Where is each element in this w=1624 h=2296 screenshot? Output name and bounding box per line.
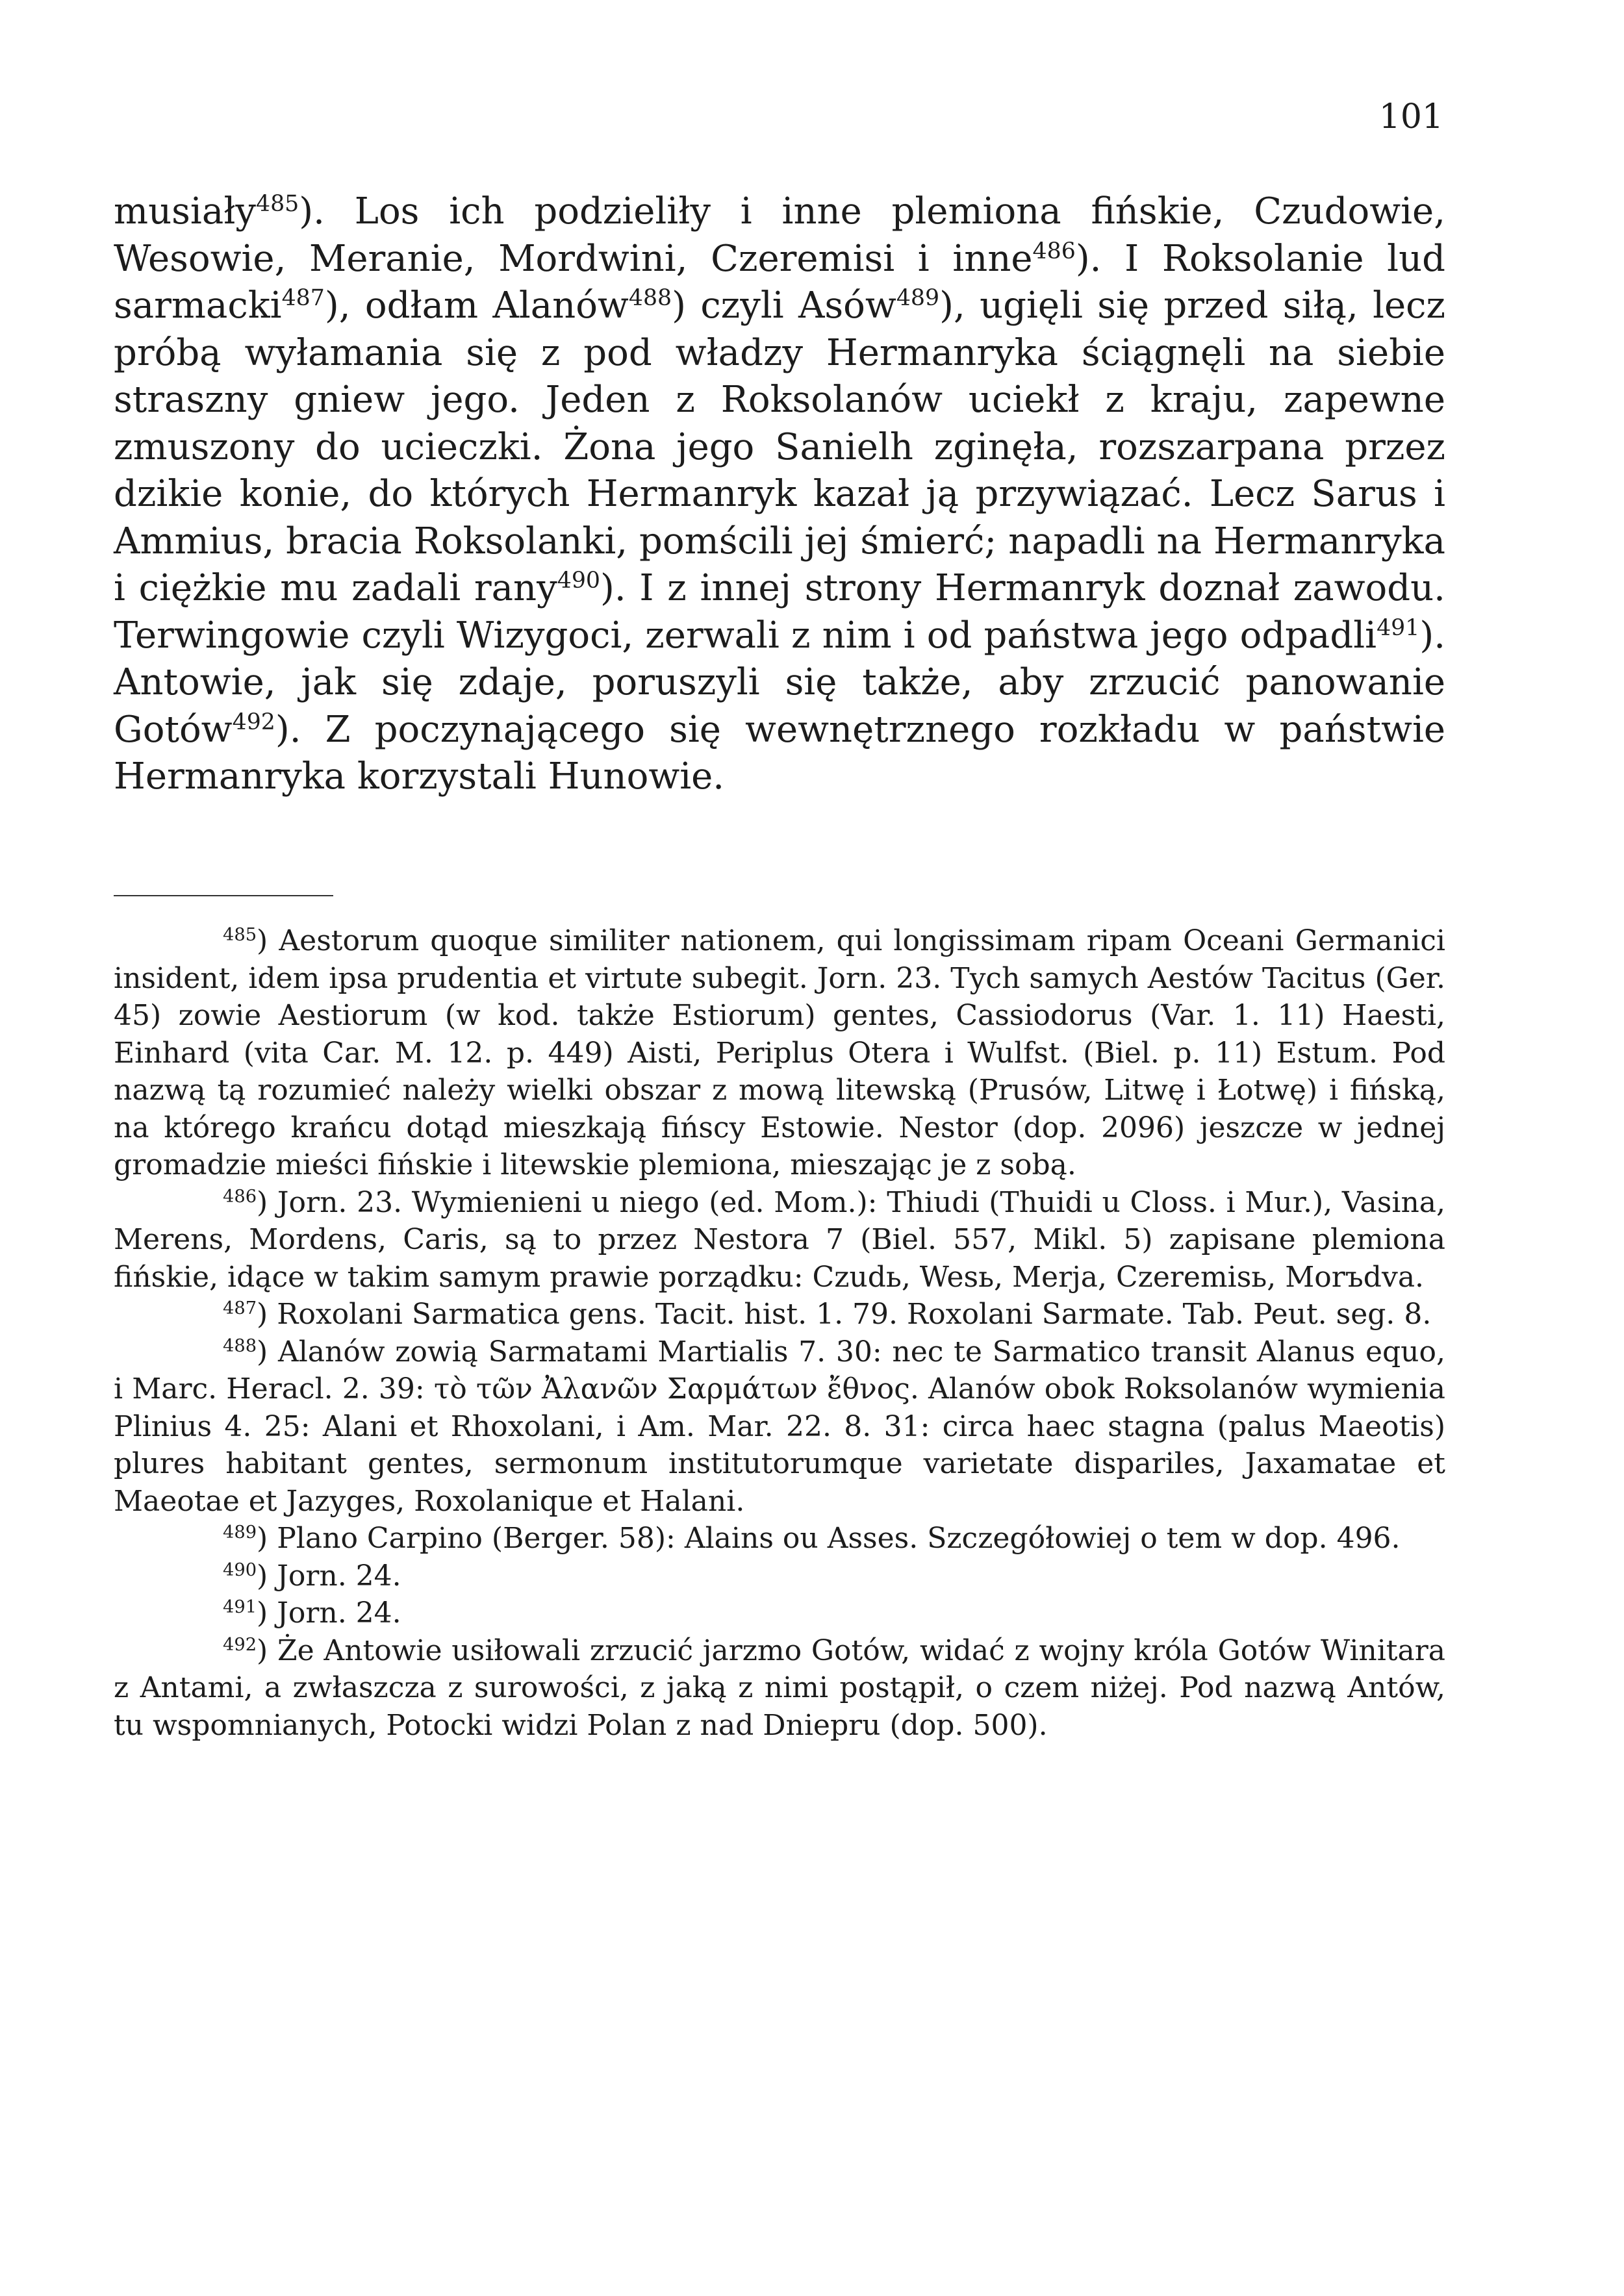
footnote-divider [114,895,333,896]
footnote [114,1520,1445,1558]
text-run: ) Jorn. 24. [257,1596,401,1630]
footnote-ref: 485 [223,925,257,945]
footnote [114,1184,1445,1296]
main-text [114,188,1445,801]
footnote-ref: 485 [256,190,299,217]
text-run: ). Z poczynającego się wewnętrznego rozkładu w państwie Hermanryka korzystali Hunowie. [114,708,1445,798]
footnote [114,1333,1445,1520]
footnote-ref: 486 [223,1186,257,1207]
text-run: ) czyli Asów [672,284,896,327]
footnote [114,1595,1445,1632]
text-run: ) Że Antowie usiłowali zrzucić jarzmo Gotów, widać z wojny króla Gotów Winitara z Antami, a zwłaszcza z surowości, z jaką z nimi postąpił, o czem niżej. Pod nazwą Antów, tu wspomnianych, Potocki widzi Polan z nad Dniepru (dop. 500). [114,1634,1445,1742]
text-run: ) Aestorum quoque similiter nationem, qui longissimam ripam Oceani Germanici insident, idem ipsa prudentia et virtute subegit. Jorn. 23. Tych samych Aestów Tacitus (Ger. 45) zowie Aestiorum (w kod. także Estiorum) gentes, Cassiodorus (Var. 1. 11) Haesti, Einhard (vita Car. M. 12. p. 449) Aisti, Periplus Otera i Wulfst. (Biel. p. 11) Estum. Pod nazwą tą rozumieć należy wielki obszar z mową litewską (Prusów, Litwę i Łotwę) i fińską, na którego krańcu dotąd mieszkają fińscy Estowie. Nestor (dop. 2096) jeszcze w jednej gromadzie mieści fińskie i litewskie plemiona, mieszając je z sobą. [114,924,1445,1181]
footnote-ref: 492 [223,1634,257,1655]
main-paragraph [114,188,1445,801]
footnote-ref: 488 [628,284,672,311]
text-run: ). Antowie, jak się zdaje, poruszyli się także, aby zrzucić panowanie Gotów [114,614,1445,751]
footnote [114,1632,1445,1745]
footnote-ref: 487 [281,284,325,311]
text-run: ) Jorn. 23. Wymienieni u niego (ed. Mom.): Thiudi (Thuidi u Closs. i Mur.), Vasina, Merens, Mordens, Caris, są to przez Nestora 7 (Biel. 557, Mikl. 5) zapisane plemiona fińskie, idące w takim samym prawie porządku: Czudь, Wesь, Merja, Czeremisь, Morъdva. [114,1185,1445,1294]
footnotes [114,922,1445,1744]
text-run: musiały [114,190,256,233]
footnote-ref: 486 [1032,238,1076,264]
text-run: ). I z innej strony Hermanryk doznał zawodu. Terwingowie czyli Wizygoci, zerwali z nim i od państwa jego odpadli [114,567,1445,657]
footnote [114,1296,1445,1333]
text-run: ) Plano Carpino (Berger. 58): Alains ou Asses. Szczegółowiej o tem w dop. 496. [257,1522,1401,1555]
footnote-ref: 488 [223,1335,257,1356]
footnote [114,922,1445,1184]
footnote-ref: 492 [232,709,275,735]
text-run: ) Roxolani Sarmatica gens. Tacit. hist. 1. 79. Roxolani Sarmate. Tab. Peut. seg. 8. [257,1298,1432,1331]
footnote-ref: 490 [557,567,601,594]
footnote-ref: 489 [223,1522,257,1543]
footnote-ref: 491 [223,1597,257,1617]
text-run: ), odłam Alanów [324,284,629,327]
text-run: ). Los ich podzieliły i inne plemiona fińskie, Czudowie, Wesowie, Meranie, Mordwini, Czeremisi i inne [114,190,1445,280]
footnote-ref: 487 [223,1298,257,1318]
page-number: 101 [1378,97,1443,136]
footnote-ref: 489 [896,284,940,311]
footnote-ref: 491 [1377,614,1420,641]
text-run: ). I Roksolanie lud sarmacki [114,237,1445,327]
text-run: ), ugięli się przed siłą, lecz próbą wyłamania się z pod władzy Hermanryka ściągnęli na siebie straszny gniew jego. Jeden z Roksolanów uciekł z kraju, zapewne zmuszony do ucieczki. Żona jego Sanielh zginęła, rozszarpana przez dzikie konie, do których Hermanryk kazał ją przywiązać. Lecz Sarus i Ammius, bracia Roksolanki, pomścili jej śmierć; napadli na Hermanryka i ciężkie mu zadali rany [114,284,1445,609]
footnote-ref: 490 [223,1559,257,1580]
footnote [114,1558,1445,1595]
text-run: ) Alanów zowią Sarmatami Martialis 7. 30: nec te Sarmatico transit Alanus equo, i Marc. Heracl. 2. 39: τὸ τῶν Ἀλανῶν Σαρμάτων ἔθνος. Alanów obok Roksolanów wymienia Plinius 4. 25: Alani et Rhoxolani, i Am. Mar. 22. 8. 31: circa haec stagna (palus Maeotis) plures habitant gentes, sermonum institutorumque varietate dispariles, Jaxamatae et Maeotae et Jazyges, Roxolanique et Halani. [114,1335,1445,1518]
text-run: ) Jorn. 24. [257,1559,401,1593]
